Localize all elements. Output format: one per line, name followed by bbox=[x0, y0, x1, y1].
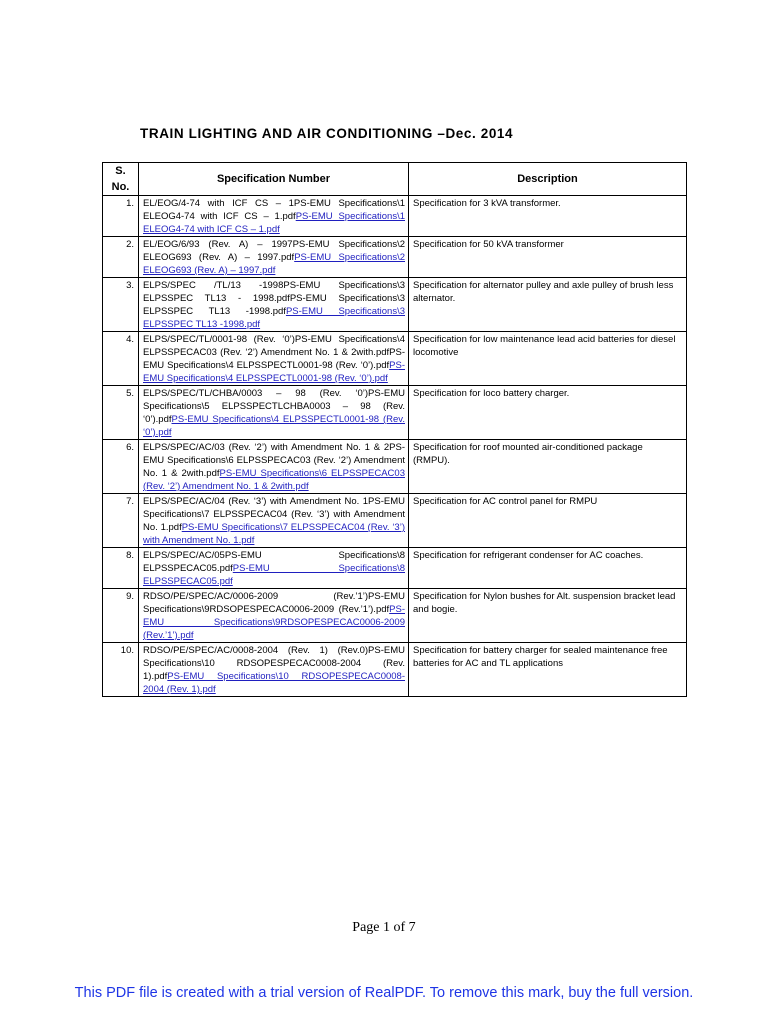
description-cell: Specification for refrigerant condenser for AC coaches. bbox=[409, 548, 687, 589]
table-row bbox=[103, 237, 687, 278]
description-cell: Specification for 50 kVA transformer bbox=[409, 237, 687, 278]
page-number: Page 1 of 7 bbox=[352, 920, 416, 935]
table-row bbox=[103, 386, 687, 440]
spec-text: RDSO/PE/SPEC/AC/0006-2009 (Rev.’1’)PS-EMU Specifications\9RDSOPESPECAC0006-2009 (Rev.’1’).pdf bbox=[143, 591, 405, 615]
spec-number-cell bbox=[139, 386, 409, 440]
spec-text: RDSO/PE/SPEC/AC/0008-2004 (Rev. 1) (Rev.0)PS-EMU Specifications\10 RDSOPESPECAC0008-2004 (Rev. 1).pdf bbox=[143, 645, 405, 682]
description-cell: Specification for 3 kVA transformer. bbox=[409, 196, 687, 237]
spec-link[interactable]: PS-EMU Specifications\6 ELPSSPECAC03 (Rev. ‘2’) Amendment No. 1 & 2with.pdf bbox=[143, 468, 405, 492]
row-number: 2. bbox=[103, 237, 139, 278]
sno-header bbox=[103, 163, 139, 196]
table-row bbox=[103, 494, 687, 548]
spec-link[interactable]: PS-EMU Specifications\3 ELPSSPEC TL13 -1998.pdf bbox=[143, 306, 405, 330]
table-row bbox=[103, 548, 687, 589]
row-number: 9. bbox=[103, 589, 139, 643]
spec-text: EL/EOG/4-74 with ICF CS – 1PS-EMU Specifications\1 ELEOG4-74 with ICF CS – 1.pdf bbox=[143, 198, 405, 222]
spec-number-cell bbox=[139, 332, 409, 386]
description-cell: Specification for roof mounted air-conditioned package (RMPU). bbox=[409, 440, 687, 494]
specification-table bbox=[102, 162, 687, 697]
spec-number-cell bbox=[139, 237, 409, 278]
table-row bbox=[103, 643, 687, 697]
table-row bbox=[103, 440, 687, 494]
trial-watermark-notice: This PDF file is created with a trial version of RealPDF. To remove this mark, buy the full version. bbox=[74, 985, 694, 1001]
description-cell: Specification for AC control panel for RMPU bbox=[409, 494, 687, 548]
description-cell: Specification for alternator pulley and axle pulley of brush less alternator. bbox=[409, 278, 687, 332]
spec-link[interactable]: PS-EMU Specifications\7 ELPSSPECAC04 (Rev. ‘3’) with Amendment No. 1.pdf bbox=[143, 522, 405, 546]
row-number: 7. bbox=[103, 494, 139, 548]
description-cell: Specification for Nylon bushes for Alt. suspension bracket lead and bogie. bbox=[409, 589, 687, 643]
row-number: 1. bbox=[103, 196, 139, 237]
spec-number-cell bbox=[139, 548, 409, 589]
spec-number-cell bbox=[139, 440, 409, 494]
spec-link[interactable]: PS-EMU Specifications\2 ELEOG693 (Rev. A) – 1997.pdf bbox=[143, 252, 406, 276]
spec-number-cell bbox=[139, 494, 409, 548]
table-row bbox=[103, 196, 687, 237]
spec-link[interactable]: PS-EMU Specifications\9RDSOPESPECAC0006-2009 (Rev.’1’).pdf bbox=[143, 604, 405, 641]
description-cell: Specification for loco battery charger. bbox=[409, 386, 687, 440]
spec-text: ELPS/SPEC/AC/03 (Rev. ‘2’) with Amendment No. 1 & 2PS-EMU Specifications\6 ELPSSPECAC03 (Rev. ‘2’) Amendment No. 1 & 2with.pdf bbox=[143, 442, 405, 479]
description-header: Description bbox=[409, 163, 687, 196]
spec-number-header: Specification Number bbox=[139, 163, 409, 196]
row-number: 5. bbox=[103, 386, 139, 440]
document-title: TRAIN LIGHTING AND AIR CONDITIONING –Dec. 2014 bbox=[140, 126, 514, 141]
description-cell: Specification for battery charger for sealed maintenance free batteries for AC and TL applications bbox=[409, 643, 687, 697]
spec-link[interactable]: PS-EMU Specifications\1 ELEOG4-74 with ICF CS – 1.pdf bbox=[143, 211, 405, 235]
spec-text: ELPS/SPEC/AC/04 (Rev. ‘3’) with Amendment No. 1PS-EMU Specifications\7 ELPSSPECAC04 (Rev. ‘3’) with Amendment No. 1.pdf bbox=[143, 496, 405, 533]
spec-link[interactable]: PS-EMU Specifications\8 ELPSSPECAC05.pdf bbox=[143, 563, 405, 587]
sno-header-line1: S. bbox=[115, 165, 126, 177]
spec-link[interactable]: PS-EMU Specifications\10 RDSOPESPECAC0008-2004 (Rev. 1).pdf bbox=[143, 671, 405, 695]
spec-text: ELPS/SPEC/TL/0001-98 (Rev. ‘0’)PS-EMU Specifications\4 ELPSSPECAC03 (Rev. ‘2’) Amendment No. 1 & 2with.pdfPS-EMU Specifications\4 ELPSSPECTL0001-98 (Rev. ‘0’).pdf bbox=[143, 334, 405, 371]
spec-link[interactable]: PS-EMU Specifications\4 ELPSSPECTL0001-98 (Rev. ‘0’).pdf bbox=[143, 414, 405, 438]
spec-number-cell bbox=[139, 643, 409, 697]
row-number: 8. bbox=[103, 548, 139, 589]
spec-text: ELPS/SPEC/TL/CHBA/0003 – 98 (Rev. ‘0’)PS-EMU Specifications\5 ELPSSPECTLCHBA0003 – 98 (Rev. ‘0’).pdf bbox=[143, 388, 405, 425]
row-number: 3. bbox=[103, 278, 139, 332]
row-number: 4. bbox=[103, 332, 139, 386]
spec-number-cell bbox=[139, 589, 409, 643]
sno-header-line2: No. bbox=[111, 181, 130, 193]
spec-link[interactable]: PS-EMU Specifications\4 ELPSSPECTL0001-98 (Rev. ‘0’).pdf bbox=[143, 360, 405, 384]
spec-text: ELPS/SPEC /TL/13 -1998PS-EMU Specifications\3 ELPSSPEC TL13 - 1998.pdfPS-EMU Specifications\3 ELPSSPEC TL13 -1998.pdf bbox=[143, 280, 405, 317]
row-number: 6. bbox=[103, 440, 139, 494]
spec-number-cell bbox=[139, 278, 409, 332]
table-row bbox=[103, 332, 687, 386]
table-header-row bbox=[103, 163, 687, 196]
row-number: 10. bbox=[103, 643, 139, 697]
spec-text: ELPS/SPEC/AC/05PS-EMU Specifications\8 ELPSSPECAC05.pdf bbox=[143, 550, 405, 574]
description-cell: Specification for low maintenance lead acid batteries for diesel locomotive bbox=[409, 332, 687, 386]
spec-text: EL/EOG/6/93 (Rev. A) – 1997PS-EMU Specifications\2 ELEOG693 (Rev. A) – 1997.pdf bbox=[143, 239, 405, 263]
table-row bbox=[103, 278, 687, 332]
spec-number-cell bbox=[139, 196, 409, 237]
table-row bbox=[103, 589, 687, 643]
